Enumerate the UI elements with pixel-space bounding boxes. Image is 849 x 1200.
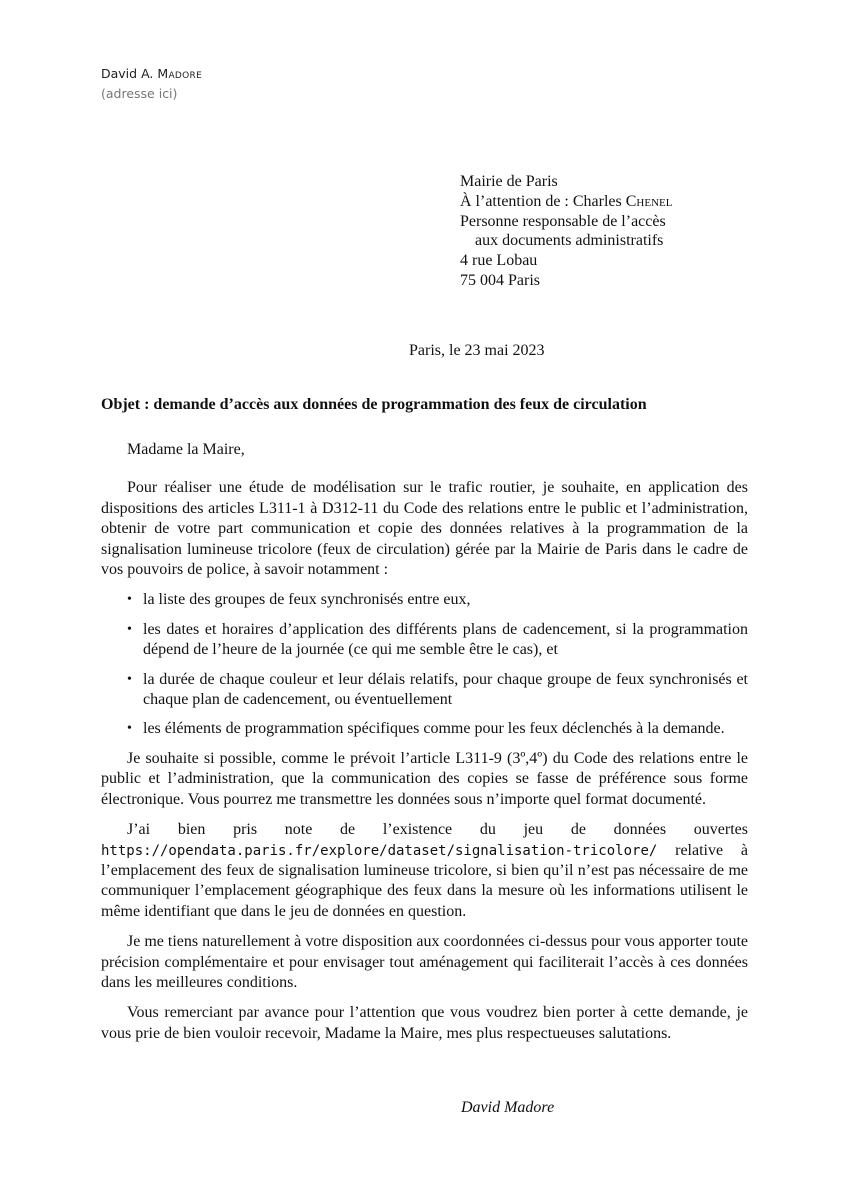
- recipient-line-3: Personne responsable de l’accès: [460, 212, 666, 230]
- list-item: • les éléments de programmation spécifiques comme pour les feux déclenchés à la demande.: [101, 719, 748, 739]
- sender-name: [101, 64, 202, 84]
- letter-subject: Objet : demande d’accès aux données de programmation des feux de circulation: [101, 396, 647, 413]
- letter-body: [101, 440, 748, 1054]
- recipient-line-5: 4 rue Lobau: [460, 252, 538, 270]
- list-item: • les dates et horaires d’application des différents plans de cadencement, si la programmation dépend de l’heure de la journée (ce qui me semble être le cas), et: [101, 620, 748, 661]
- paragraph-3-after: relative à l’emplacement des feux de signalisation lumineuse tricolore, si bien qu’il n’est pas nécessaire de me communiquer l’emplacement géographique des feux dans la mesure où les informations utilisent le même identifiant que dans le jeu de données en question.: [101, 841, 748, 920]
- recipient-line-6: 75 004 Paris: [460, 271, 540, 289]
- dataset-url-link[interactable]: https://opendata.paris.fr/explore/dataset/signalisation-tricolore/: [101, 842, 658, 859]
- salutation: Madame la Maire,: [127, 441, 245, 458]
- list-item: • la liste des groupes de feux synchronisés entre eux,: [101, 590, 748, 610]
- sender-first-name: David A.: [101, 66, 154, 81]
- paragraph-3-before: J’ai bien pris note de l’existence du jeu de données ouvertes: [127, 821, 748, 839]
- request-list: [101, 590, 748, 739]
- paragraph-1: Pour réaliser une étude de modélisation sur le trafic routier, je souhaite, en application des dispositions des articles L311-1 à D312-11 du Code des relations entre le public et l’administration, obtenir de votre part communication et copie des données relatives à la programmation de la signalisation lumineuse tricolore (feux de circulation) gérée par la Mairie de Paris dans le cadre de vos pouvoirs de police, à savoir notamment :: [101, 479, 748, 579]
- sender-block: [101, 64, 202, 104]
- attention-name: Chenel: [625, 192, 673, 210]
- recipient-line-4: aux documents administratifs: [475, 232, 664, 250]
- paragraph-2: Je souhaite si possible, comme le prévoit l’article L311-9 (3º,4º) du Code des relations entre le public et l’administration, que la communication des copies se fasse de préférence sous forme électronique. Vous pourrez me transmettre les données sous n’importe quel format documenté.: [101, 749, 748, 808]
- recipient-attention: [460, 192, 672, 212]
- letter-date: Paris, le 23 mai 2023: [409, 342, 545, 359]
- paragraph-5: Vous remerciant par avance pour l’attention que vous voudrez bien porter à cette demande, je vous prie de bien vouloir recevoir, Madame la Maire, mes plus respectueuses salutations.: [101, 1004, 748, 1042]
- paragraph-3: [101, 820, 748, 922]
- signature: David Madore: [461, 1099, 555, 1116]
- recipient-block: [460, 172, 672, 291]
- paragraph-4: Je me tiens naturellement à votre disposition aux coordonnées ci-dessus pour vous apporter toute précision complémentaire et pour envisager tout aménagement qui faciliterait l’accès à ces données dans les meilleures conditions.: [101, 933, 748, 991]
- sender-address: (adresse ici): [101, 86, 178, 101]
- list-item: • la durée de chaque couleur et leur délais relatifs, pour chaque groupe de feux synchronisés et chaque plan de cadencement, ou éventuellement: [101, 670, 748, 711]
- sender-last-name: Madore: [157, 66, 203, 81]
- attention-prefix: À l’attention de : Charles: [460, 192, 622, 210]
- recipient-line-1: Mairie de Paris: [460, 173, 558, 190]
